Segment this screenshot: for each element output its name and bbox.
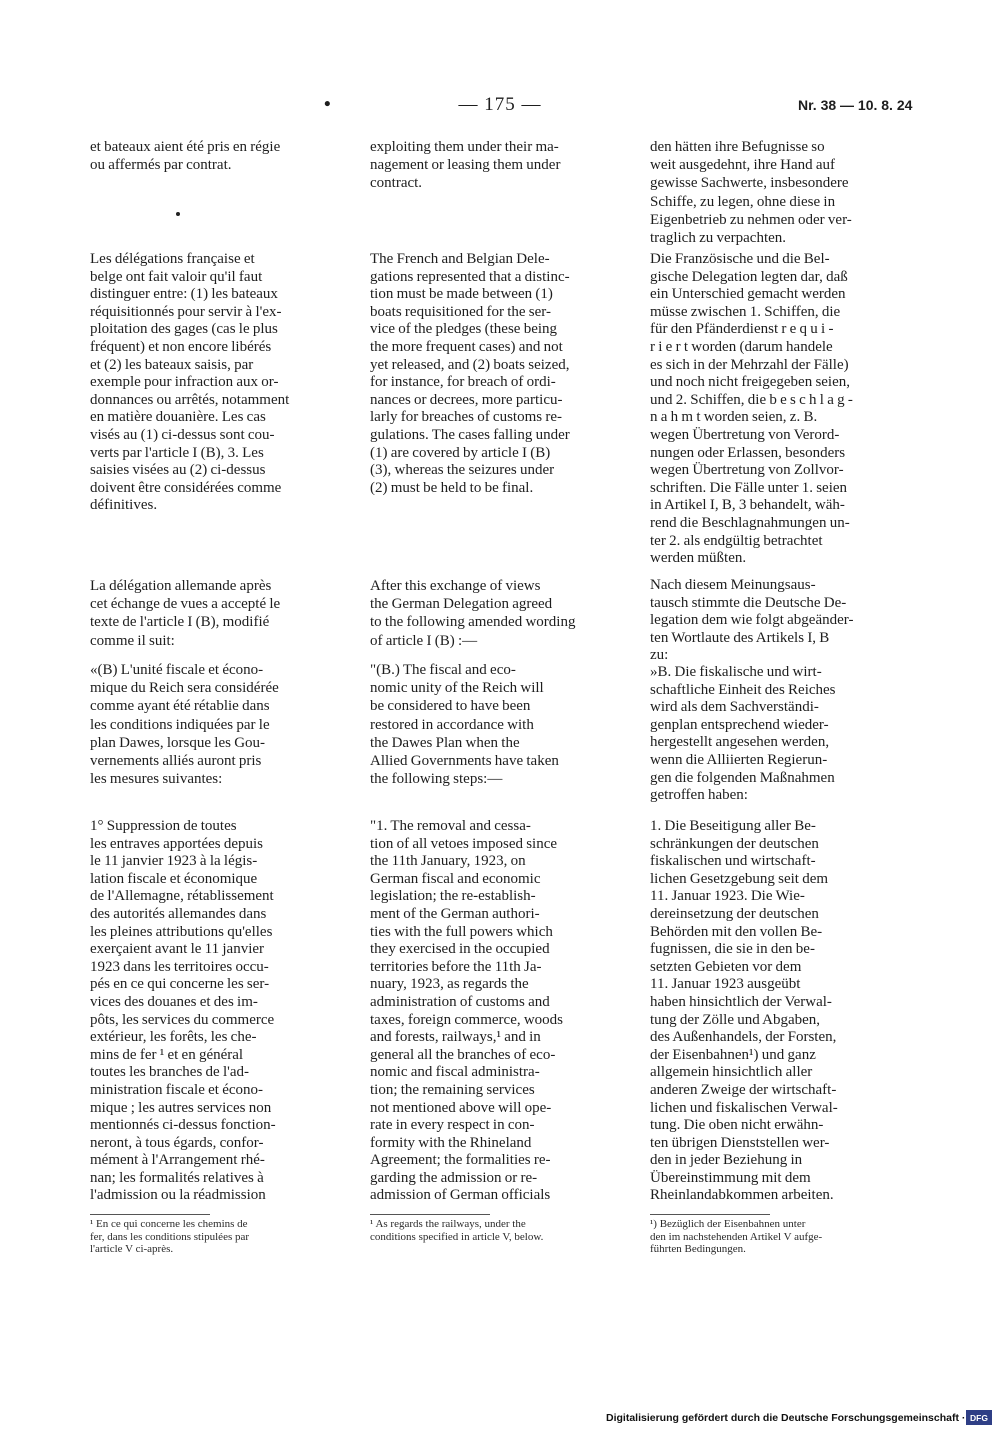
header-dot: •: [324, 94, 331, 115]
english-footnote: ¹ As regards the railways, under the conditions specified in article V, below.: [370, 1218, 544, 1243]
footnote-rule: [90, 1214, 210, 1215]
page-number: — 175 —: [458, 94, 542, 115]
english-paragraph-2: The French and Belgian Dele- gations represented that a distinc- tion must be made between (1) boats requisitioned for the ser- vice of the pledges (these being the more frequent cases) and not yet released, and (2) boats seized, for instance, for breach of ordi- nances or decrees, more particu- larly for breaches of customs re- gulations. The cases falling under (1) are covered by article I (B) (3), whereas the seizures under (2) must be held to be final.: [370, 251, 570, 496]
german-paragraph-3: Nach diesem Meinungsaus- tausch stimmte die Deutsche De- legation dem wie folgt abgeänder- ten Wortlaute des Artikels I, B zu:: [650, 577, 854, 664]
french-paragraph-5: 1° Suppression de toutes les entraves apportées depuis le 11 janvier 1923 à la légis- lation fiscale et économique de l'Allemagne, rétablissement des autorités allemandes dans les pleines attributions qu'elles exerçaient avant le 11 janvier 1923 dans les territoires occu- pés en ce qui concerne les ser- vices des douanes et des im- pôts, les services du commerce extérieur, les forêts, les che- mins de fer ¹ et en général toutes les branches de l'ad- ministration fiscale et écono- mique ; les autres services non mentionnés ci-dessus fonction- neront, à tous égards, confor- mément à l'Arrangement rhé- nan; les formalités relatives à l'admission ou la réadmission: [90, 818, 276, 1204]
german-footnote: ¹) Bezüglich der Eisenbahnen unter den im nachstehenden Artikel V aufge- führten Bedingungen.: [650, 1218, 823, 1255]
issue-number: Nr. 38 — 10. 8. 24: [798, 97, 913, 113]
german-paragraph-1: den hätten ihre Befugnisse so weit ausgedehnt, ihre Hand auf gewisse Sachwerte, insbesondere Schiffe, zu legen, ohne diese in Eigenbetrieb zu nehmen oder ver- traglich zu verpachten.: [650, 139, 852, 247]
footnote-rule: [650, 1214, 770, 1215]
german-paragraph-4: »B. Die fiskalische und wirt- schaftliche Einheit des Reiches wird als dem Sachverständi- genplan entsprechend wieder- hergestellt angesehen werden, wenn die Alliierten Regierun- gen die folgenden Maßnahmen getroffen haben:: [650, 664, 836, 804]
bullet-mark: [176, 212, 180, 216]
english-paragraph-4: "(B.) The fiscal and eco- nomic unity of the Reich will be considered to have been restored in accordance with the Dawes Plan when the Allied Governments have taken the following steps:—: [370, 662, 559, 788]
english-paragraph-3: After this exchange of views the German Delegation agreed to the following amended wording of article I (B) :—: [370, 578, 576, 649]
french-paragraph-3: La délégation allemande après cet échange de vues a accepté le texte de l'article I (B), modifié comme il suit:: [90, 578, 281, 649]
dfg-logo: DFG: [966, 1410, 992, 1425]
german-paragraph-2: Die Französische und die Bel- gische Delegation legten dar, daß ein Unterschied gemacht werden müsse zwischen 1. Schiffen, die für den Pfänderdienst r e q u i - r i e r t worden (darum handele es sich in der Mehrzahl der Fälle) und noch nicht freigegeben seien, und 2. Schiffen, die b e s c h l a g - n a h m t worden seien, z. B. wegen Übertretung von Verord- nungen oder Erlassen, besonders wegen Übertretung von Zollvor- schriften. Die Fälle unter 1. seien in Artikel I, B, 3 behandelt, wäh- rend die Beschlagnahmungen un- ter 2. als endgültig betrachtet werden müßten.: [650, 251, 853, 567]
footnote-rule: [370, 1214, 490, 1215]
french-paragraph-2: Les délégations française et belge ont fait valoir qu'il faut distinguer entre: (1) les bateaux réquisitionnés pour servir à l'ex- ploitation des gages (cas le plus fréquent) et non encore libérés et (2) les bateaux saisis, par exemple pour infraction aux or- donnances ou arrêtés, notamment en matière douanière. Les cas visés au (1) ci-dessus sont cou- verts par l'article I (B), 3. Les saisies visées au (2) ci-dessus doivent être considérées comme définitives.: [90, 251, 290, 514]
french-paragraph-4: «(B) L'unité fiscale et écono- mique du Reich sera considérée comme ayant été rétablie dans les conditions indiquées par le plan Dawes, lorsque les Gou- vernements alliés auront pris les mesures suivantes:: [90, 662, 279, 788]
french-paragraph-1: et bateaux aient été pris en régie ou affermés par contrat.: [90, 139, 281, 174]
french-footnote: ¹ En ce qui concerne les chemins de fer, dans les conditions stipulées par l'article V ci-après.: [90, 1218, 250, 1255]
german-paragraph-5: 1. Die Beseitigung aller Be- schränkungen der deutschen fiskalischen und wirtschaft- lichen Gesetzgebung seit dem 11. Januar 1923. Die Wie- dereinsetzung der deutschen Behörden mit den vollen Be- fugnissen, die sie in den be- setzten Gebieten vor dem 11. Januar 1923 ausgeübt haben hinsichtlich der Verwal- tung der Zölle und Abgaben, des Außenhandels, der Forsten, der Eisenbahnen¹) und ganz allgemein hinsichtlich aller anderen Zweige der wirtschaft- lichen und fiskalischen Verwal- tung. Die oben nicht erwähn- ten übrigen Dienststellen wer- den in jeder Beziehung in Übereinstimmung mit dem Rheinlandabkommen arbeiten.: [650, 818, 838, 1204]
english-paragraph-1: exploiting them under their ma- nagement or leasing them under contract.: [370, 139, 561, 192]
english-paragraph-5: "1. The removal and cessa- tion of all vetoes imposed since the 11th January, 1923, on German fiscal and economic legislation; the re-establish- ment of the German authori- ties with the full powers which they exercised in the occupied territories before the 11th Ja- nuary, 1923, as regards the administration of customs and taxes, foreign commerce, woods and forests, railways,¹ and in general all the branches of eco- nomic and fiscal administra- tion; the remaining services not mentioned above will ope- rate in every respect in con- formity with the Rhineland Agreement; the formalities re- garding the admission or re- admission of German officials: [370, 818, 564, 1204]
digitization-credit: Digitalisierung gefördert durch die Deutsche Forschungsgemeinschaft ·: [606, 1412, 966, 1424]
